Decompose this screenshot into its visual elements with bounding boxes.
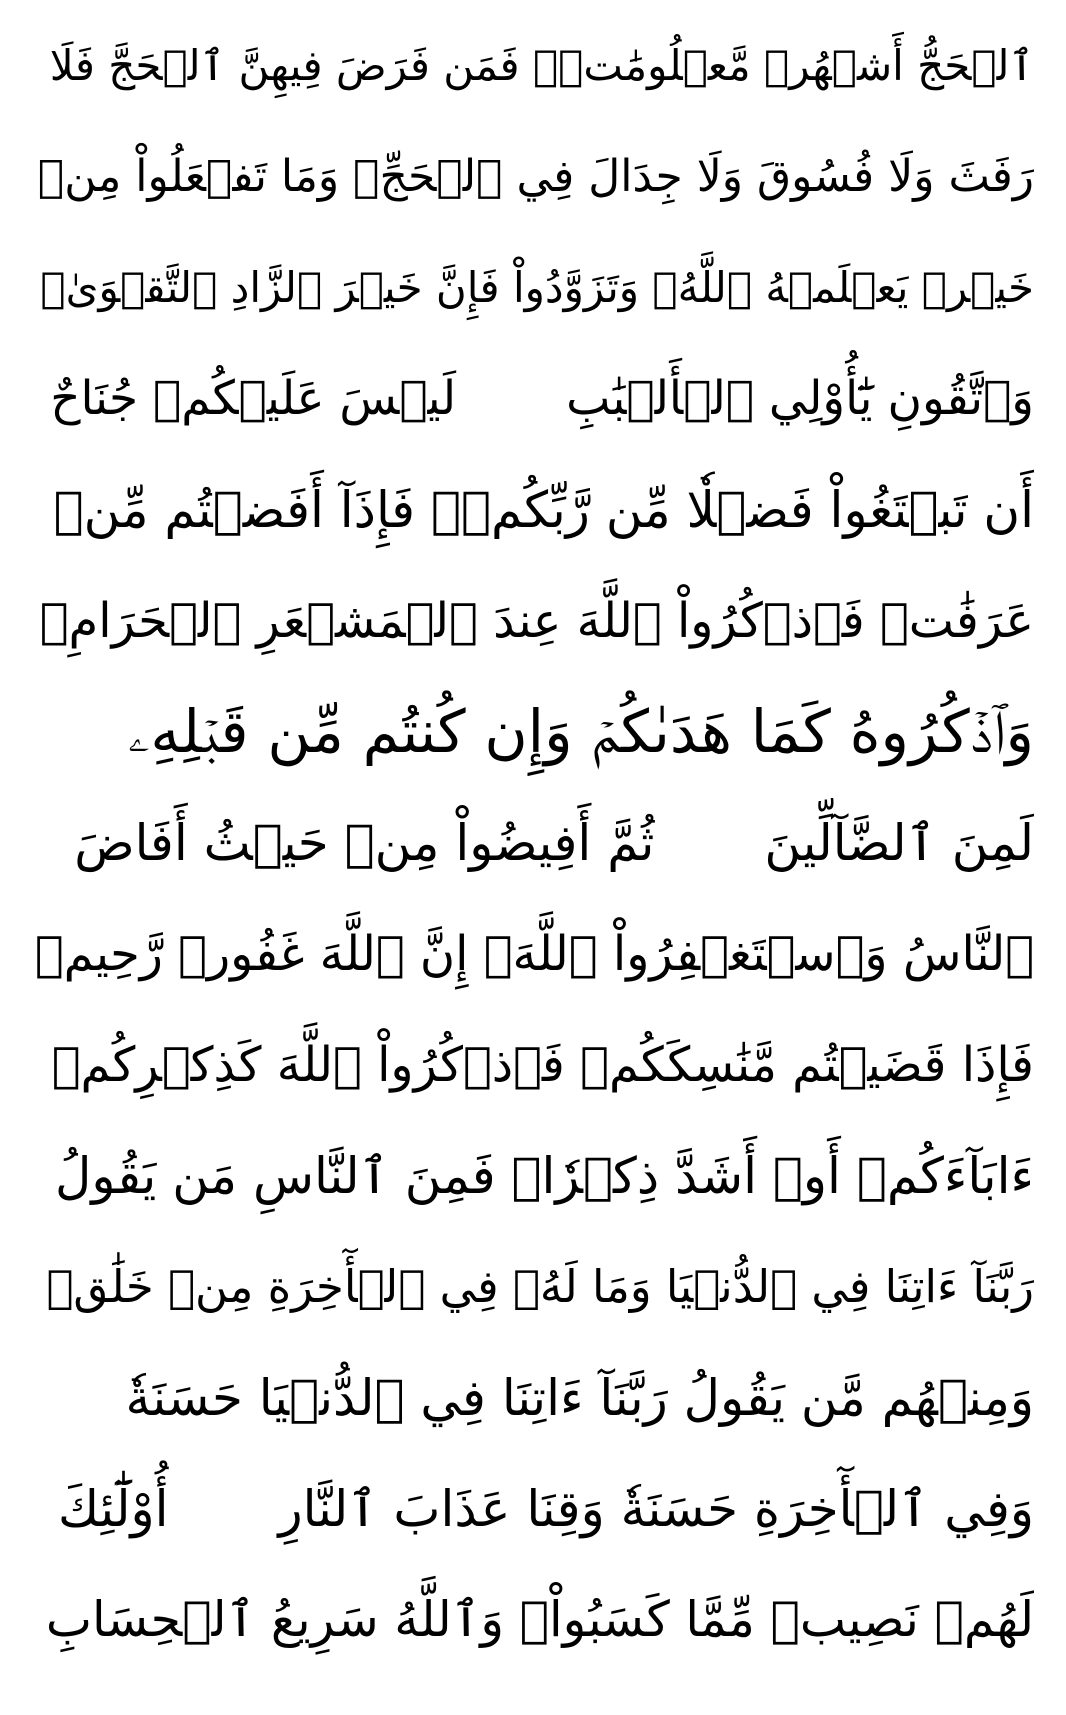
verse-text: لَهُمۡ نَصِيبٞ مِّمَّا كَسَبُواْۚ وَٱللَّهُ سَرِيعُ ٱلۡحِسَابِ [45, 1591, 1034, 1648]
verse-line-2 [34, 125, 1034, 229]
verse-text: وَمِنۡهُم مَّن يَقُولُ رَبَّنَآ ءَاتِنَا فِي ٱلدُّنۡيَا حَسَنَةٗ [125, 1369, 1034, 1427]
verse-line-4 [34, 347, 1034, 451]
verse-line-6 [34, 569, 1034, 673]
verse-line-8 [34, 791, 1034, 895]
verse-text: ثُمَّ أَفِيضُواْ مِنۡ حَيۡثُ أَفَاضَ [74, 814, 655, 872]
verse-text: ٱلنَّاسُ وَٱسۡتَغۡفِرُواْ ٱللَّهَۚ إِنَّ ٱللَّهَ غَفُورٞ رَّحِيمٞ [34, 926, 1034, 982]
verse-text: ٱلۡحَجُّ أَشۡهُرٞ مَّعۡلُومَٰتٞۚ فَمَن فَرَضَ فِيهِنَّ ٱلۡحَجَّ فَلَا [49, 41, 1034, 90]
verse-text: أُوْلَٰٓئِكَ [58, 1480, 169, 1538]
verse-text: أَن تَبۡتَغُواْ فَضۡلٗا مِّن رَّبِّكُمۡۚ فَإِذَآ أَفَضۡتُم مِّنۡ [53, 481, 1034, 539]
verse-text: فَإِذَا قَضَيۡتُم مَّنَٰسِكَكُمۡ فَٱذۡكُرُواْ ٱللَّهَ كَذِكۡرِكُمۡ [51, 1037, 1034, 1093]
verse-line-14 [34, 1457, 1034, 1561]
verse-text: عَرَفَٰتٖ فَٱذۡكُرُواْ ٱللَّهَ عِندَ ٱلۡمَشۡعَرِ ٱلۡحَرَامِۖ [39, 593, 1034, 649]
verse-line-13 [34, 1346, 1034, 1450]
verse-text: رَفَثَ وَلَا فُسُوقَ وَلَا جِدَالَ فِي ٱلۡحَجِّۗ وَمَا تَفۡعَلُواْ مِنۡ [37, 151, 1034, 202]
verse-text: وَفِي ٱلۡأٓخِرَةِ حَسَنَةٗ وَقِنَا عَذَابَ ٱلنَّارِ [278, 1480, 1034, 1538]
verse-line-9 [34, 902, 1034, 1006]
verse-line-12 [34, 1235, 1034, 1339]
verse-text: وَٱتَّقُونِ يَٰٓأُوْلِي ٱلۡأَلۡبَٰبِ [566, 371, 1034, 426]
verse-text: لَمِنَ ٱلضَّآلِّينَ [764, 814, 1034, 872]
verse-line-15 [34, 1568, 1034, 1672]
verse-text: وَٱذۡكُرُوهُ كَمَا هَدَىٰكُمۡ وَإِن كُنتُم مِّن قَبۡلِهِۦ [127, 697, 1034, 766]
verse-line-7 [34, 680, 1034, 784]
verse-line-5 [34, 458, 1034, 562]
verse-line-3 [34, 236, 1034, 340]
verse-text: خَيۡرٖ يَعۡلَمۡهُ ٱللَّهُۗ وَتَزَوَّدُواْ فَإِنَّ خَيۡرَ ٱلزَّادِ ٱلتَّقۡوَىٰۖ [40, 263, 1034, 312]
verse-text: لَيۡسَ عَلَيۡكُمۡ جُنَاحٌ [50, 371, 457, 426]
verse-line-11 [34, 1124, 1034, 1228]
verse-line-10 [34, 1013, 1034, 1117]
verse-text: رَبَّنَآ ءَاتِنَا فِي ٱلدُّنۡيَا وَمَا لَهُۥ فِي ٱلۡأٓخِرَةِ مِنۡ خَلَٰقٖ [46, 1260, 1034, 1313]
verse-line-1 [34, 14, 1034, 118]
verse-text: ءَابَآءَكُمۡ أَوۡ أَشَدَّ ذِكۡرٗاۗ فَمِنَ ٱلنَّاسِ مَن يَقُولُ [54, 1147, 1034, 1205]
